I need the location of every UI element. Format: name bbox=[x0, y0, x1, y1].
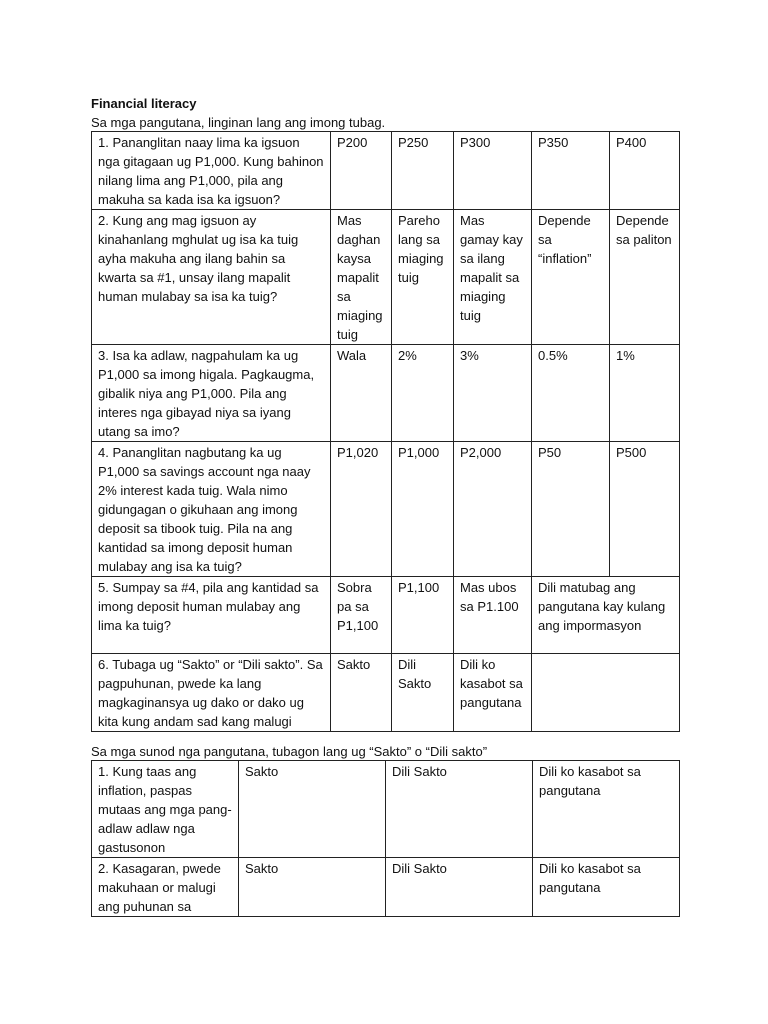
quiz-table-2 bbox=[91, 760, 680, 917]
answer-option[interactable]: Dili ko kasabot sa pangutana bbox=[454, 654, 532, 732]
answer-option[interactable]: Dili Sakto bbox=[392, 654, 454, 732]
answer-option[interactable]: Pareho lang sa miaging tuig bbox=[392, 210, 454, 345]
answer-option[interactable]: P1,000 bbox=[392, 442, 454, 577]
answer-option[interactable]: Depende sa “inflation” bbox=[532, 210, 610, 345]
question-cell: 2. Kasagaran, pwede makuhaan or malugi ang puhunan sa bbox=[92, 858, 239, 917]
question-cell: 4. Pananglitan nagbutang ka ug P1,000 sa savings account nga naay 2% interest kada tuig. Wala nimo gidungagan o gikuhaan ang imong deposit sa tibook tuig. Pila na ang kantidad sa imong deposit human mulabay ang isa ka tuig? bbox=[92, 442, 331, 577]
answer-option[interactable]: P2,000 bbox=[454, 442, 532, 577]
table-row bbox=[92, 132, 680, 210]
answer-option[interactable]: 1% bbox=[610, 345, 680, 442]
answer-option[interactable]: Depende sa paliton bbox=[610, 210, 680, 345]
answer-option[interactable]: Sobra pa sa P1,100 bbox=[331, 577, 392, 654]
table-row bbox=[92, 345, 680, 442]
question-cell: 2. Kung ang mag igsuon ay kinahanlang mghulat ug isa ka tuig ayha makuha ang ilang bahin sa kwarta sa #1, unsay ilang mapalit human mulabay sa isa ka tuig? bbox=[92, 210, 331, 345]
answer-option[interactable]: 0.5% bbox=[532, 345, 610, 442]
question-cell: 3. Isa ka adlaw, nagpahulam ka ug P1,000 sa imong higala. Pagkaugma, gibalik niya ang P1,000. Pila ang interes nga gibayad niya sa iyang utang sa imo? bbox=[92, 345, 331, 442]
answer-option[interactable]: Dili ko kasabot sa pangutana bbox=[533, 761, 680, 858]
answer-option[interactable]: Dili Sakto bbox=[386, 858, 533, 917]
answer-option[interactable]: Sakto bbox=[331, 654, 392, 732]
question-cell: 1. Kung taas ang inflation, paspas mutaas ang mga pang-adlaw adlaw nga gastusonon bbox=[92, 761, 239, 858]
table-row bbox=[92, 577, 680, 654]
table-row bbox=[92, 210, 680, 345]
empty-cell bbox=[532, 654, 680, 732]
answer-option[interactable]: P1,020 bbox=[331, 442, 392, 577]
answer-option[interactable]: 3% bbox=[454, 345, 532, 442]
answer-option[interactable]: Wala bbox=[331, 345, 392, 442]
question-cell: 1. Pananglitan naay lima ka igsuon nga gitagaan ug P1,000. Kung bahinon nilang lima ang P1,000, pila ang makuha sa kada isa ka igsuon? bbox=[92, 132, 331, 210]
answer-option[interactable]: P250 bbox=[392, 132, 454, 210]
answer-option[interactable]: P400 bbox=[610, 132, 680, 210]
table-row bbox=[92, 761, 680, 858]
answer-option[interactable]: P350 bbox=[532, 132, 610, 210]
answer-option[interactable]: Mas ubos sa P1.100 bbox=[454, 577, 532, 654]
question-cell: 5. Sumpay sa #4, pila ang kantidad sa imong deposit human mulabay ang lima ka tuig? bbox=[92, 577, 331, 654]
quiz-table-1 bbox=[91, 131, 680, 732]
section-instruction: Sa mga sunod nga pangutana, tubagon lang ug “Sakto” o “Dili sakto” bbox=[91, 744, 488, 759]
answer-option[interactable]: Mas daghan kaysa mapalit sa miaging tuig bbox=[331, 210, 392, 345]
question-cell: 6. Tubaga ug “Sakto” or “Dili sakto”. Sa pagpuhunan, pwede ka lang magkaginansya ug dako or dako ug kita kung andam sad kang malugi bbox=[92, 654, 331, 732]
answer-option[interactable]: P500 bbox=[610, 442, 680, 577]
answer-option[interactable]: P200 bbox=[331, 132, 392, 210]
answer-option[interactable]: P50 bbox=[532, 442, 610, 577]
answer-option[interactable]: P1,100 bbox=[392, 577, 454, 654]
instruction-text: Sa mga pangutana, linginan lang ang imong tubag. bbox=[91, 115, 386, 130]
answer-option[interactable]: Mas gamay kay sa ilang mapalit sa miaging tuig bbox=[454, 210, 532, 345]
table-row bbox=[92, 858, 680, 917]
answer-option[interactable]: Dili Sakto bbox=[386, 761, 533, 858]
answer-option[interactable]: Dili ko kasabot sa pangutana bbox=[533, 858, 680, 917]
table-row bbox=[92, 654, 680, 732]
answer-option[interactable]: Sakto bbox=[239, 761, 386, 858]
answer-option[interactable]: 2% bbox=[392, 345, 454, 442]
answer-option[interactable]: Sakto bbox=[239, 858, 386, 917]
document-title: Financial literacy bbox=[91, 96, 197, 111]
answer-option[interactable]: P300 bbox=[454, 132, 532, 210]
answer-option[interactable]: Dili matubag ang pangutana kay kulang ang impormasyon bbox=[532, 577, 680, 654]
table-row bbox=[92, 442, 680, 577]
